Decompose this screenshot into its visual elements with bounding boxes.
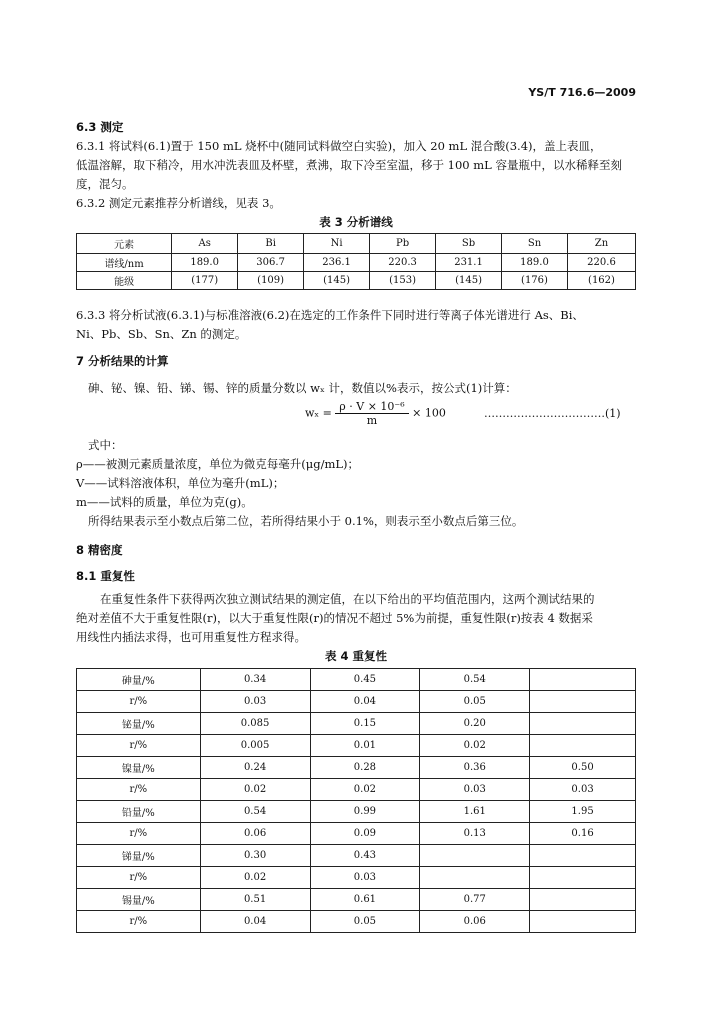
table4-cell: 0.16: [530, 823, 636, 845]
table4-cell: 0.085: [200, 713, 310, 735]
table4-row-label: r/%: [77, 867, 201, 889]
para-8-1-line1: 在重复性条件下获得两次独立测试结果的测定值，在以下给出的平均值范围内，这两个测试结果的: [100, 592, 595, 606]
table4-cell: [530, 889, 636, 911]
table4-cell: 0.03: [420, 779, 530, 801]
table4-row-label: 锡量/%: [77, 889, 201, 911]
formula-denominator: m: [366, 414, 378, 427]
table4-cell: 0.05: [310, 911, 420, 933]
table4-cell: 0.05: [420, 691, 530, 713]
def-rho: ρ——被测元素质量浓度，单位为微克每毫升(μg/mL)；: [76, 457, 359, 471]
table3-header-cell: Bi: [238, 234, 304, 254]
table4-cell: [530, 735, 636, 757]
table3-row-label: 能级: [77, 272, 172, 290]
table4-cell: 0.30: [200, 845, 310, 867]
table3-header-cell: Ni: [304, 234, 370, 254]
para-6-3-1-line3: 度，混匀。: [76, 177, 134, 191]
table4-row-label: 砷量/%: [77, 669, 201, 691]
table4-row: [77, 713, 636, 735]
para-8-1-line2: 绝对差值不大于重复性限(r)，以大于重复性限(r)的情况不超过 5%为前提，重复性限(r)按表 4 数据采: [76, 611, 593, 625]
table3-cell: (162): [567, 272, 635, 290]
table3-cell: 220.3: [370, 254, 436, 272]
table4-cell: 0.02: [200, 867, 310, 889]
table4-cell: 1.95: [530, 801, 636, 823]
table4-row: [77, 845, 636, 867]
table3-cell: 306.7: [238, 254, 304, 272]
table4-cell: 0.09: [310, 823, 420, 845]
para-6-3-3-line1: 6.3.3 将分析试液(6.3.1)与标准溶液(6.2)在选定的工作条件下同时进行等离子体光谱进行 As、Bi、: [76, 308, 584, 322]
table4-cell: 0.28: [310, 757, 420, 779]
table3-cell: 189.0: [502, 254, 568, 272]
table4-cell: 0.04: [310, 691, 420, 713]
table3-cell: (176): [502, 272, 568, 290]
table4-cell: 0.03: [310, 867, 420, 889]
table3-row-lines: [77, 254, 636, 272]
standard-number: YS/T 716.6—2009: [528, 86, 636, 99]
table4-cell: 0.03: [200, 691, 310, 713]
table4-cell: 0.01: [310, 735, 420, 757]
table4-row-label: 铅量/%: [77, 801, 201, 823]
table4-cell: 0.99: [310, 801, 420, 823]
table4-row-label: r/%: [77, 735, 201, 757]
table4-cell: 0.36: [420, 757, 530, 779]
table4-cell: 0.54: [200, 801, 310, 823]
table4-cell: 0.02: [200, 779, 310, 801]
table3-caption: 表 3 分析谱线: [319, 215, 393, 229]
para-8-1-line3: 用线性内插法求得，也可用重复性方程求得。: [76, 630, 306, 644]
table4-caption: 表 4 重复性: [324, 649, 387, 663]
table3-header-cell: Zn: [567, 234, 635, 254]
table4-cell: 0.54: [420, 669, 530, 691]
table4-cell: 0.51: [200, 889, 310, 911]
table4-row: [77, 823, 636, 845]
table4-cell: [530, 713, 636, 735]
where-label: 式中：: [88, 438, 123, 452]
table4-cell: 0.005: [200, 735, 310, 757]
table3-cell: (109): [238, 272, 304, 290]
def-v: V——试料溶液体积，单位为毫升(mL)；: [76, 476, 285, 490]
table4-row: [77, 911, 636, 933]
table4-row-label: r/%: [77, 911, 201, 933]
table3-header-cell: 元素: [77, 234, 172, 254]
section-8-1-title: 8.1 重复性: [76, 569, 135, 583]
table4-cell: [530, 691, 636, 713]
formula-1: [305, 400, 446, 427]
result-rule: 所得结果表示至小数点后第二位，若所得结果小于 0.1%，则表示至小数点后第三位。: [88, 514, 524, 528]
table3: [76, 233, 636, 290]
table4-cell: 0.77: [420, 889, 530, 911]
table3-cell: (145): [304, 272, 370, 290]
table3-row-levels: [77, 272, 636, 290]
section-7-title: 7 分析结果的计算: [76, 354, 169, 368]
def-m: m——试料的质量，单位为克(g)。: [76, 495, 253, 509]
formula-number: ……………………………(1): [484, 407, 621, 420]
table3-cell: 231.1: [436, 254, 502, 272]
table4-cell: 0.24: [200, 757, 310, 779]
table3-cell: (177): [172, 272, 238, 290]
section-8-title: 8 精密度: [76, 543, 123, 557]
table3-header-cell: Sb: [436, 234, 502, 254]
table4-row-label: r/%: [77, 779, 201, 801]
table4-cell: 0.03: [530, 779, 636, 801]
table4-cell: 1.61: [420, 801, 530, 823]
table3-header-cell: Pb: [370, 234, 436, 254]
table3-header-row: [77, 234, 636, 254]
table3-cell: (145): [436, 272, 502, 290]
table4-row: [77, 757, 636, 779]
table4-row: [77, 779, 636, 801]
table4-cell: 0.15: [310, 713, 420, 735]
para-6-3-1-line1: 6.3.1 将试料(6.1)置于 150 mL 烧杯中(随同试料做空白实验)，加入 20 mL 混合酸(3.4)，盖上表皿，: [76, 139, 602, 153]
table4-cell: [530, 669, 636, 691]
table4-row-label: 铋量/%: [77, 713, 201, 735]
formula-tail: × 100: [412, 406, 446, 420]
table3-cell: 236.1: [304, 254, 370, 272]
table4-cell: 0.06: [420, 911, 530, 933]
table4-cell: 0.04: [200, 911, 310, 933]
table4-cell: 0.02: [310, 779, 420, 801]
table3-row-label: 谱线/nm: [77, 254, 172, 272]
para-6-3-1-line2: 低温溶解，取下稍冷，用水冲洗表皿及杯壁，煮沸，取下冷至室温，移于 100 mL 容量瓶中，以水稀释至刻: [76, 158, 622, 172]
para-6-3-2: 6.3.2 测定元素推荐分析谱线，见表 3。: [76, 196, 281, 210]
table3-header-cell: As: [172, 234, 238, 254]
table4-row-label: 镍量/%: [77, 757, 201, 779]
para-6-3-3-line2: Ni、Pb、Sb、Sn、Zn 的测定。: [76, 327, 247, 341]
table4-row: [77, 867, 636, 889]
table4-row-label: 锑量/%: [77, 845, 201, 867]
table3-cell: 220.6: [567, 254, 635, 272]
table4-row-label: r/%: [77, 691, 201, 713]
table4-cell: [420, 845, 530, 867]
table4-cell: [420, 867, 530, 889]
table4-cell: 0.20: [420, 713, 530, 735]
table4: [76, 668, 636, 933]
table4-cell: 0.43: [310, 845, 420, 867]
table3-cell: (153): [370, 272, 436, 290]
table4-cell: [530, 867, 636, 889]
formula-fraction: [335, 400, 408, 427]
table4-row: [77, 735, 636, 757]
table3-header-cell: Sn: [502, 234, 568, 254]
table4-cell: 0.13: [420, 823, 530, 845]
formula-numerator: ρ · V × 10⁻⁶: [335, 400, 408, 414]
table4-row: [77, 669, 636, 691]
table4-cell: [530, 911, 636, 933]
table4-cell: 0.61: [310, 889, 420, 911]
table4-cell: 0.34: [200, 669, 310, 691]
formula-lhs: wₓ =: [305, 406, 332, 420]
table3-cell: 189.0: [172, 254, 238, 272]
table4-cell: 0.45: [310, 669, 420, 691]
table4-row-label: r/%: [77, 823, 201, 845]
table4-cell: [530, 845, 636, 867]
section-7-intro: 砷、铋、镍、铅、锑、锡、锌的质量分数以 wₓ 计，数值以%表示，按公式(1)计算：: [88, 381, 517, 395]
table4-cell: 0.02: [420, 735, 530, 757]
table4-cell: 0.06: [200, 823, 310, 845]
table4-row: [77, 801, 636, 823]
table4-row: [77, 691, 636, 713]
table4-row: [77, 889, 636, 911]
table4-cell: 0.50: [530, 757, 636, 779]
section-6-3-title: 6.3 测定: [76, 120, 124, 134]
